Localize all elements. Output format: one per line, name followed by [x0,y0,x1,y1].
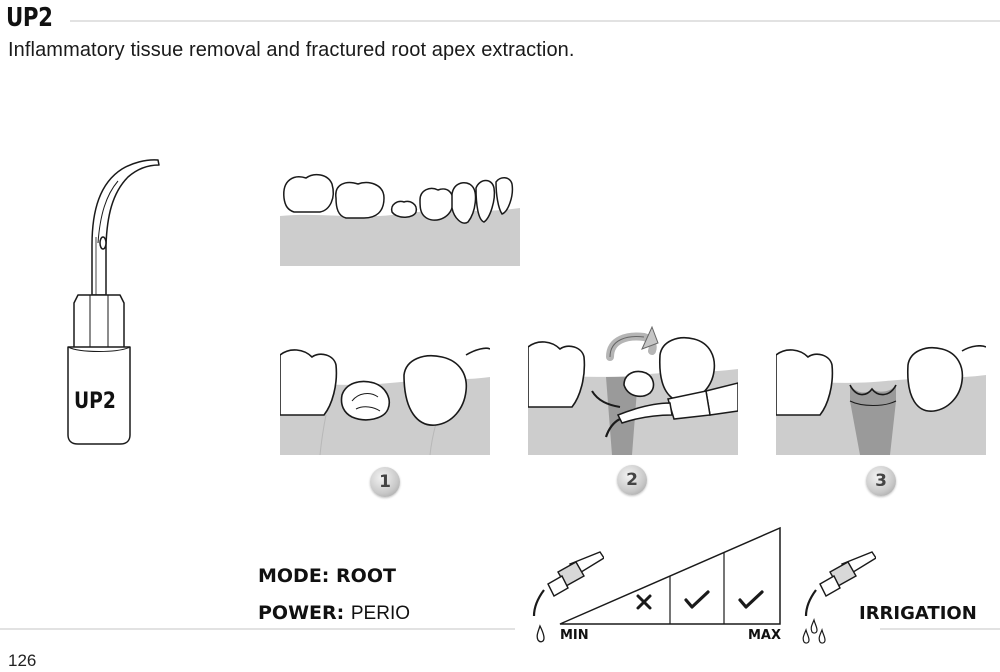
tip-label: UP2 [74,389,116,414]
page-number: 126 [8,651,37,670]
step-3-badge [866,466,896,496]
footer-divider-right [880,628,1000,630]
mode-label: MODE: [258,565,330,587]
step-2-illustration [528,315,738,455]
step-1-illustration [280,345,490,455]
page-title: UP2 [6,3,53,33]
footer-divider-left [0,628,515,630]
step-1-number: 1 [379,472,391,492]
mode-value: ROOT [336,565,396,587]
step-3-number: 3 [875,471,887,491]
step-3-illustration [776,345,986,455]
step-1-badge [370,467,400,497]
handpiece-irrigation-icon [796,550,876,645]
power-max-label: MAX [748,628,782,643]
power-label: POWER: [258,602,345,624]
power-scale-chart [558,526,784,626]
page-subtitle: Inflammatory tissue removal and fractured root apex extraction. [8,39,575,61]
step-2-badge [617,465,647,495]
power-setting [258,602,410,625]
power-value: PERIO [350,603,410,624]
mode-setting [258,565,396,587]
step-2-number: 2 [626,470,638,490]
dentition-overview-illustration [280,168,520,266]
irrigation-label: IRRIGATION [859,603,977,624]
power-min-label: MIN [560,628,589,643]
title-divider [70,20,1000,22]
